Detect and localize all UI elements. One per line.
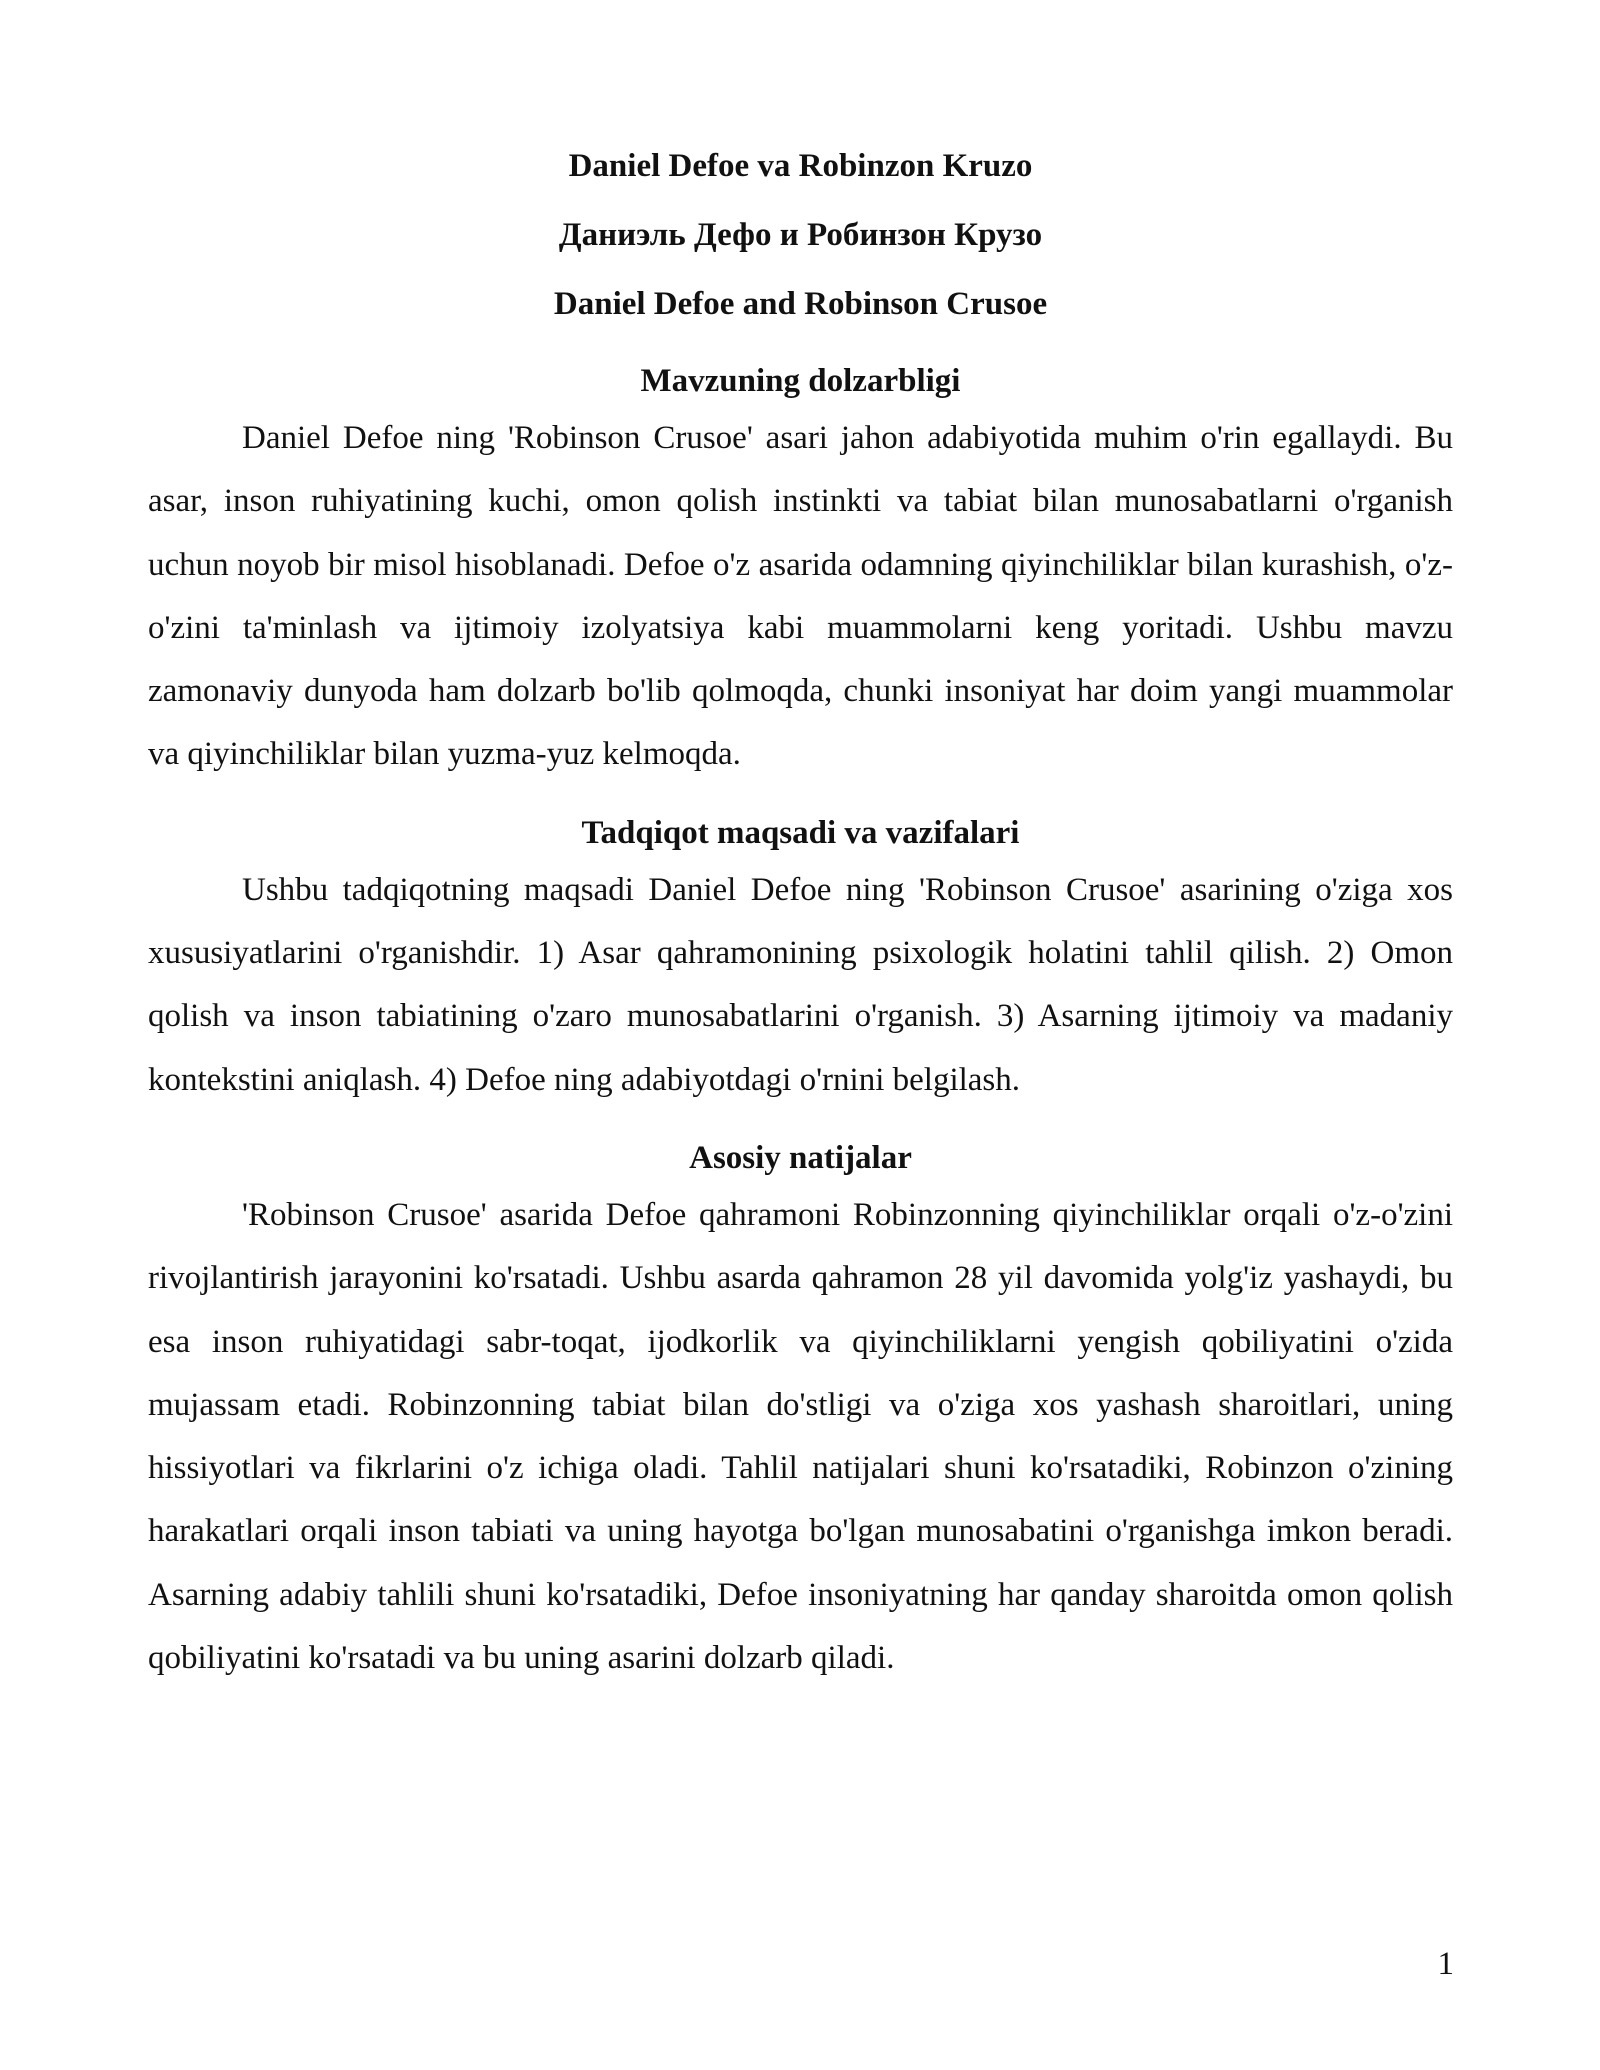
section-heading-goals: Tadqiqot maqsadi va vazifalari [581, 814, 1020, 851]
title-russian: Даниэль Дефо и Робинзон Крузо [558, 217, 1043, 253]
section-body-goals: Ushbu tadqiqotning maqsadi Daniel Defoe ning 'Robinson Crusoe' asarining o'ziga xos xususiyatlarini o'rganishdir. 1) Asar qahramonining psixologik holatini tahlil qilish. 2) Omon qolish va inson tabiatining o'zaro munosabatlarini o'rganish. 3) Asarning ijtimoiy va madaniy kontekstini aniqlash. 4) Defoe ning adabiyotdagi o'rnini belgilash. [148, 871, 1453, 1098]
section-heading-results: Asosiy natijalar [689, 1139, 912, 1176]
page-content [148, 146, 1453, 1702]
title-english: Daniel Defoe and Robinson Crusoe [553, 286, 1048, 322]
title-uzbek: Daniel Defoe va Robinzon Kruzo [568, 148, 1033, 184]
section-body-relevance: Daniel Defoe ning 'Robinson Crusoe' asari jahon adabiyotida muhim o'rin egallaydi. Bu asar, inson ruhiyatining kuchi, omon qolish instinkti va tabiat bilan munosabatlarni o'rganish uchun noyob bir misol hisoblanadi. Defoe o'z asarida odamning qiyinchiliklar bilan kurashish, o'z-o'zini ta'minlash va ijtimoiy izolyatsiya kabi muammolarni keng yoritadi. Ushbu mavzu zamonaviy dunyoda ham dolzarb bo'lib qolmoqda, chunki insoniyat har doim yangi muammolar va qiyinchiliklar bilan yuzma-yuz kelmoqda. [148, 420, 1453, 773]
section-body-results: 'Robinson Crusoe' asarida Defoe qahramoni Robinzonning qiyinchiliklar orqali o'z-o'zini rivojlantirish jarayonini ko'rsatadi. Ushbu asarda qahramon 28 yil davomida yolg'iz yashaydi, bu esa inson ruhiyatidagi sabr-toqat, ijodkorlik va qiyinchiliklarni yengish qobiliyatini o'zida mujassam etadi. Robinzonning tabiat bilan do'stligi va o'ziga xos yashash sharoitlari, uning hissiyotlari va fikrlarini o'z ichiga oladi. Tahlil natijalari shuni ko'rsatadiki, Robinzon o'zining harakatlari orqali inson tabiati va uning hayotga bo'lgan munosabatini o'rganishga imkon beradi. Asarning adabiy tahlili shuni ko'rsatadiki, Defoe insoniyatning har qanday sharoitda omon qolish qobiliyatini ko'rsatadi va bu uning asarini dolzarb qiladi. [148, 1196, 1453, 1677]
section-heading-relevance: Mavzuning dolzarbligi [640, 363, 961, 399]
page-number: 1 [1437, 1946, 1454, 1982]
